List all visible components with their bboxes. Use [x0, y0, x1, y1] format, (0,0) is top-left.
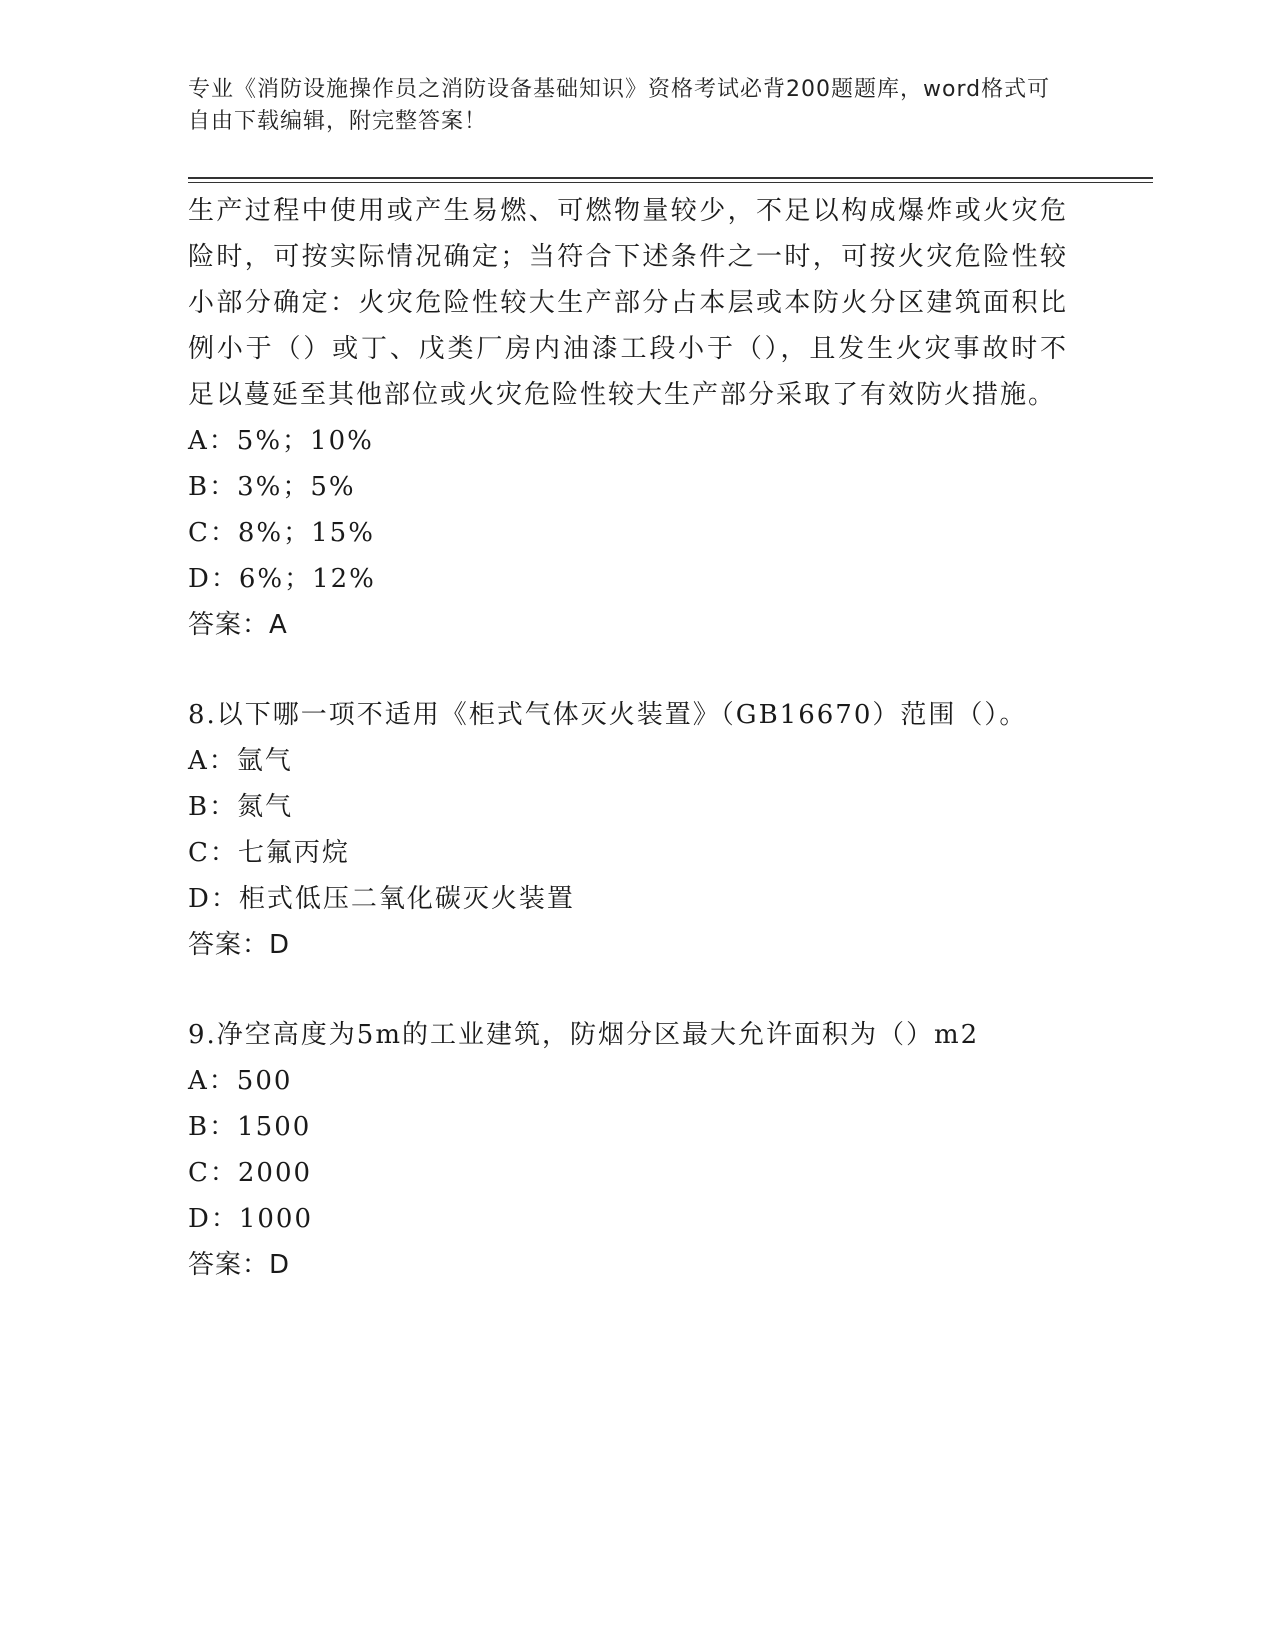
spacer — [188, 648, 1068, 692]
header-divider-thin — [188, 182, 1153, 183]
option-d: D：6%；12% — [188, 564, 376, 594]
option-c: C：2000 — [188, 1158, 313, 1188]
option-d: D：1000 — [188, 1204, 314, 1234]
option-b: B：1500 — [188, 1112, 312, 1142]
answer: 答案：D — [188, 930, 291, 960]
spacer — [188, 968, 1068, 1012]
question-8 — [188, 692, 1068, 968]
header-divider-thick — [188, 177, 1153, 179]
option-b: B：氮气 — [188, 792, 294, 822]
option-c: C：8%；15% — [188, 518, 375, 548]
document-body — [188, 188, 1068, 1288]
option-c: C：七氟丙烷 — [188, 838, 350, 868]
question-7 — [188, 188, 1068, 648]
question-text: 生产过程中使用或产生易燃、可燃物量较少，不足以构成爆炸或火灾危险时，可按实际情况确定；当符合下述条件之一时，可按火灾危险性较小部分确定：火灾危险性较大生产部分占本层或本防火分区建筑面积比例小于（）或丁、戊类厂房内油漆工段小于（），且发生火灾事故时不足以蔓延至其他部位或火灾危险性较大生产部分采取了有效防火措施。 — [188, 196, 1068, 410]
document-header: 专业《消防设施操作员之消防设备基础知识》资格考试必背200题题库，word格式可自由下载编辑，附完整答案！ — [188, 77, 1051, 134]
option-d: D：柜式低压二氧化碳灭火装置 — [188, 884, 575, 914]
question-9 — [188, 1012, 1068, 1288]
option-a: A：500 — [188, 1066, 293, 1096]
question-text: 9.净空高度为5m的工业建筑，防烟分区最大允许面积为（）m2 — [188, 1020, 980, 1050]
answer: 答案：A — [188, 610, 288, 640]
answer: 答案：D — [188, 1250, 291, 1280]
question-text: 8.以下哪一项不适用《柜式气体灭火装置》（GB16670）范围（）。 — [188, 700, 1028, 730]
option-a: A：氩气 — [188, 746, 293, 776]
option-a: A：5%；10% — [188, 426, 374, 456]
option-b: B：3%；5% — [188, 472, 356, 502]
